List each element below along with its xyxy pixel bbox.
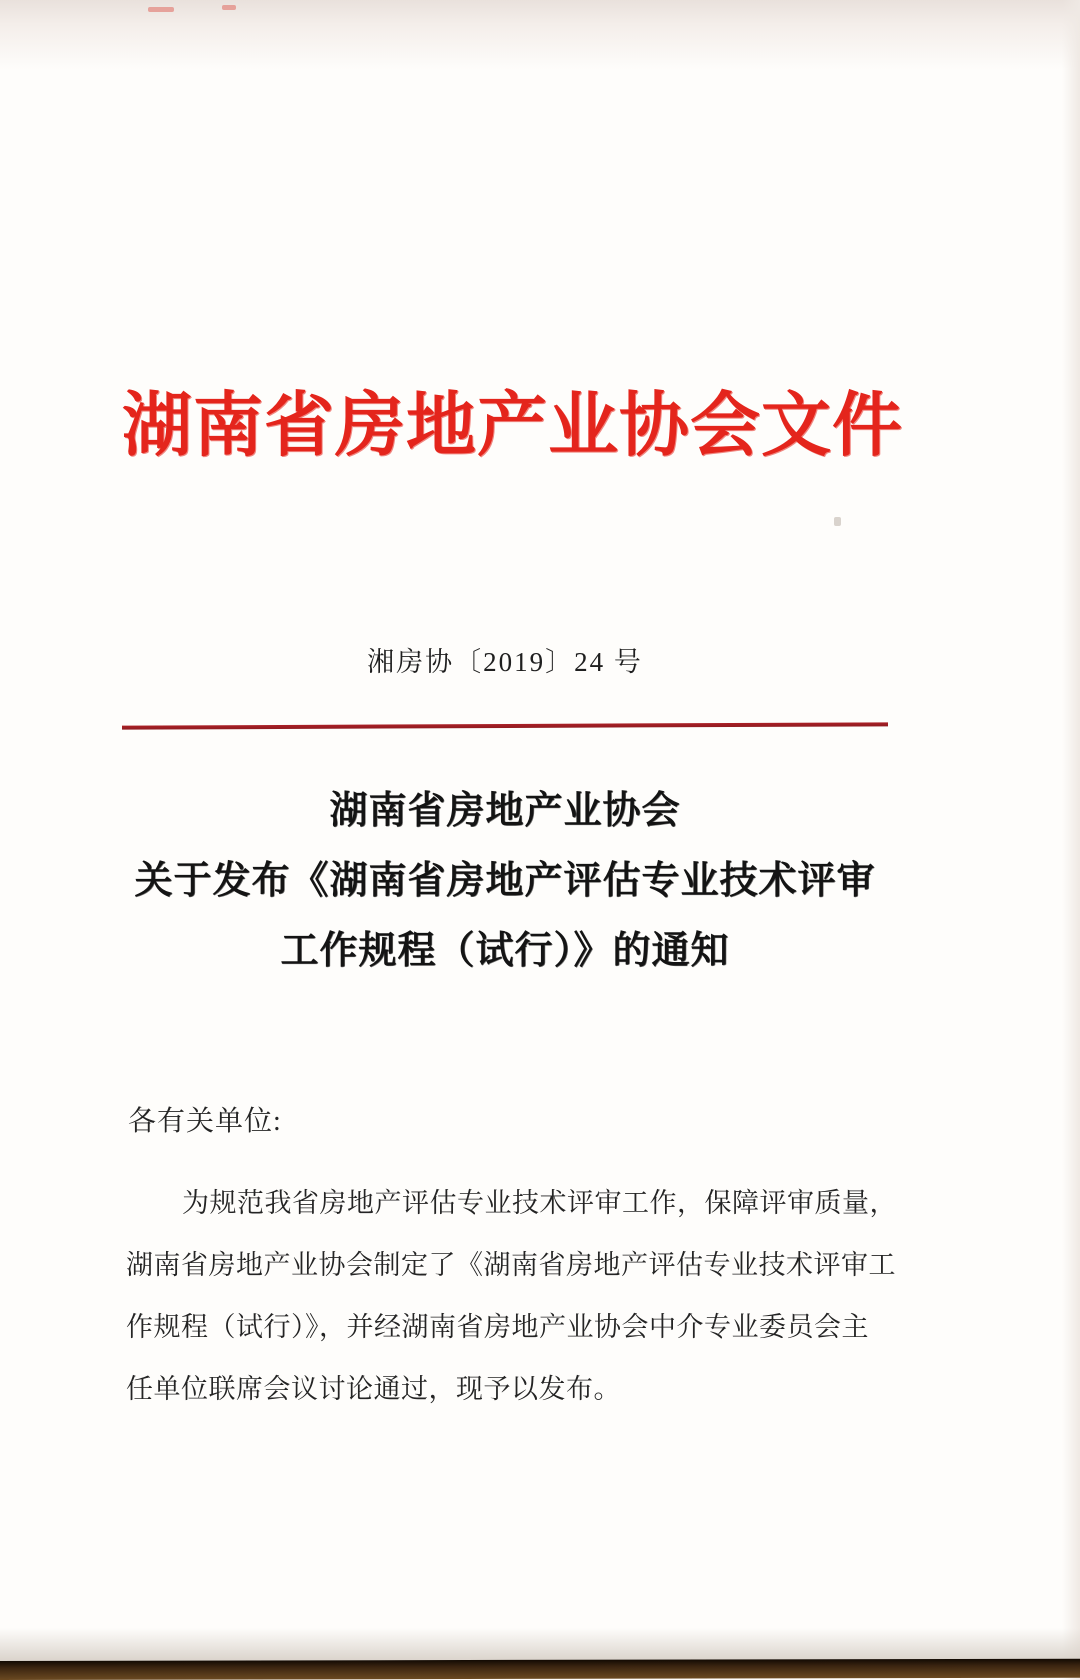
red-divider-line bbox=[122, 722, 888, 729]
scan-edge-right bbox=[1062, 0, 1080, 1680]
body-line: 作规程（试行）》，并经湖南省房地产业协会中介专业委员会主 bbox=[126, 1312, 869, 1342]
document-number: 湘房协〔2019〕24 号 bbox=[367, 647, 643, 677]
notice-title-line-2: 关于发布《湖南省房地产评估专业技术评审 bbox=[134, 860, 876, 902]
desk-edge bbox=[0, 1659, 1080, 1680]
document-content bbox=[122, 0, 903, 1680]
notice-title-line-3: 工作规程（试行）》的通知 bbox=[280, 930, 730, 972]
notice-title bbox=[102, 776, 908, 986]
body-paragraph bbox=[126, 1172, 897, 1420]
salutation: 各有关单位: bbox=[128, 1106, 282, 1137]
body-line: 任单位联席会议讨论通过，现予以发布。 bbox=[126, 1374, 621, 1404]
body-line: 为规范我省房地产评估专业技术评审工作，保障评审质量， bbox=[182, 1188, 897, 1218]
notice-title-line-1: 湖南省房地产业协会 bbox=[329, 790, 681, 832]
body-line: 湖南省房地产业协会制定了《湖南省房地产评估专业技术评审工 bbox=[126, 1250, 896, 1280]
letterhead-banner-title: 湖南省房地产业协会文件 bbox=[122, 388, 903, 465]
